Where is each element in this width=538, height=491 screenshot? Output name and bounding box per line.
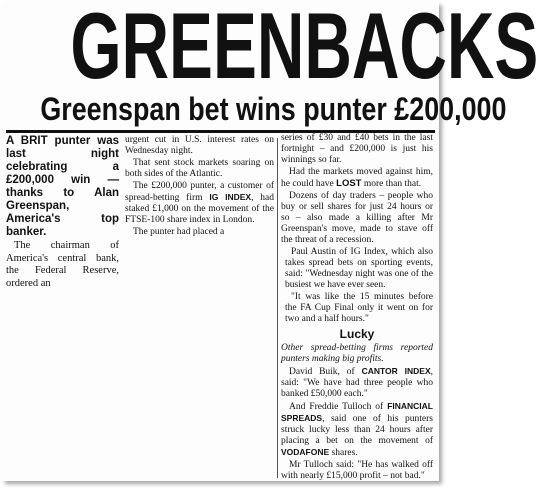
firm-vodafone: VODAFONE xyxy=(281,447,330,457)
col3-p7-text-b: , said: "We have had three people who banked £50,000 each." xyxy=(281,367,434,399)
col3-paragraph-4: Paul Austin of IG Index, which also takes spread bets on sporting events, said: "Wednesday night was one of the busiest we have ever seen. xyxy=(285,247,433,290)
banner-headline: GREENBACKS xyxy=(70,0,538,98)
col2-paragraph-2: That sent stock markets soaring on both sides of the Atlantic. xyxy=(125,158,274,179)
col3-p8-text-c: shares. xyxy=(331,448,358,458)
col3-paragraph-2 xyxy=(281,167,433,190)
col3-paragraph-5: "It was like the 15 minutes before the FA Cup Final only it went on for two and a half hours." xyxy=(285,292,433,324)
col2-paragraph-4: The punter had placed a xyxy=(133,227,225,237)
col3-p7-text-a: David Buik, of xyxy=(289,367,355,377)
col3-p2-text-b: more than that. xyxy=(363,179,422,189)
article-headline: Greenspan bet wins punter £200,000 xyxy=(40,91,507,127)
col3-p2-text-a: Had the markets moved against him, he could have xyxy=(281,167,433,189)
col3-paragraph-9: Mr Tulloch said: "He has walked off with nearly £15,000 profit – not bad." xyxy=(281,460,433,481)
newspaper-clipping xyxy=(2,0,538,481)
col3-paragraph-7 xyxy=(281,366,433,400)
column-1 xyxy=(6,135,119,291)
lead-paragraph: A BRIT punter was last night celebrating a £200,000 win — thanks to Alan Greenspan, America's top banker. xyxy=(6,135,119,238)
column-divider xyxy=(277,138,278,478)
subhead-lucky: Lucky xyxy=(339,327,375,341)
quote-block xyxy=(281,247,433,325)
col3-paragraph-1: series of £30 and £40 bets in the last fortnight – and £200,000 is just his winnings so far. xyxy=(281,133,433,165)
col1-paragraph: The chairman of America's central bank, the Federal Reserve, ordered an xyxy=(6,240,119,289)
col3-paragraph-6: Other spread-betting firms reported punters making big profits. xyxy=(281,343,433,364)
col2-p3-text-b: , had staked £1,000 on the movement of the FTSE-100 share index in London. xyxy=(125,193,275,225)
column-2 xyxy=(125,135,274,239)
col3-p8-text-b: , said one of his punters struck lucky less than 24 hours after placing a bet on the movement of xyxy=(281,414,433,446)
firm-financial-spreads: FINANCIAL SPREADS xyxy=(281,401,434,423)
col2-paragraph-3 xyxy=(125,181,274,226)
firm-ig-index: IG INDEX xyxy=(209,192,252,202)
column-3 xyxy=(281,133,433,483)
lost-emphasis: LOST xyxy=(336,178,362,189)
firm-cantor-index: CANTOR INDEX xyxy=(361,366,431,376)
col3-p8-text-a: And Freddie Tulloch of xyxy=(289,402,384,412)
col2-paragraph-1: urgent cut in U.S. interest rates on Wednesday night. xyxy=(125,135,274,156)
col3-paragraph-3: Dozens of day traders – people who buy or sell shares for just 24 hours or so – also made a killing after Mr Greenspan's move, made to stave off the threat of a recession. xyxy=(281,191,433,245)
col3-paragraph-8 xyxy=(281,401,433,459)
col2-p3-text-a: The £200,000 punter, a customer of spread-betting firm xyxy=(125,181,274,203)
